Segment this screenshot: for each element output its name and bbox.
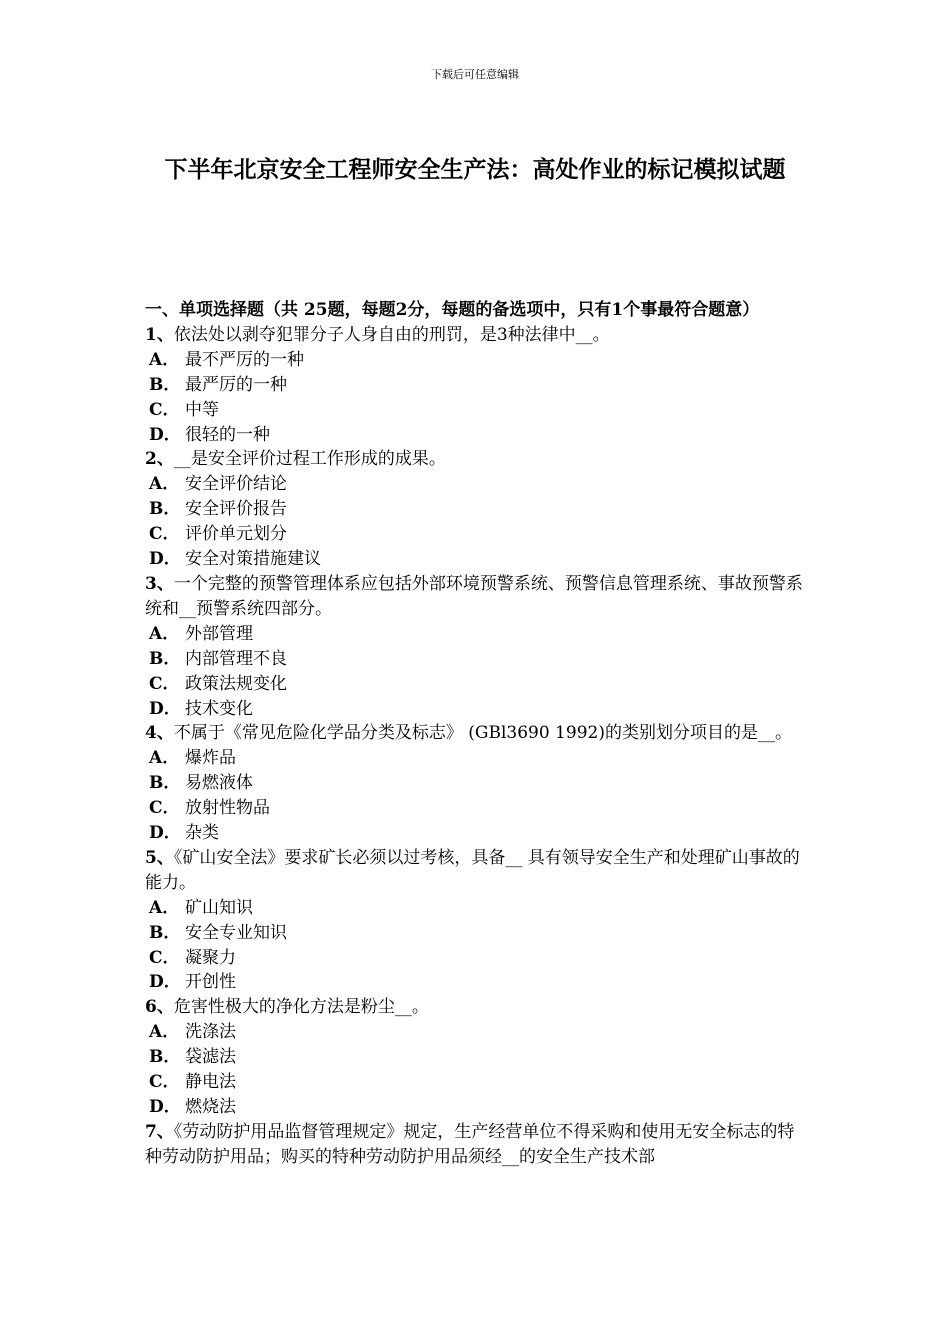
option-text: 政策法规变化 — [185, 673, 287, 694]
option-text: 凝聚力 — [185, 947, 236, 968]
question-stem — [145, 721, 810, 746]
option-text: 放射性物品 — [185, 798, 270, 819]
question-number: 3、 — [145, 573, 174, 594]
question-number: 7、 — [145, 1121, 174, 1142]
header-note: 下载后可任意编辑 — [431, 68, 519, 81]
question-text: 《矿山安全法》要求矿长必须以过考核，具备__ 具有领导安全生产和处理矿山事故的能力。 — [145, 847, 800, 893]
option-text: 矿山知识 — [185, 897, 253, 918]
option-letter: D． — [149, 1097, 181, 1117]
option-text: 中等 — [185, 399, 219, 420]
document-title: 下半年北京安全工程师安全生产法：高处作业的标记模拟试题 — [164, 157, 786, 183]
option-letter: D． — [149, 549, 181, 570]
option-letter: B． — [149, 773, 181, 794]
option-text: 外部管理 — [185, 623, 253, 644]
option-text: 易燃液体 — [185, 773, 253, 794]
question-text: 《劳动防护用品监督管理规定》规定，生产经营单位不得采购和使用无安全标志的特种劳动防护用品；购买的特种劳动防护用品须经__的安全生产技术部 — [145, 1121, 795, 1167]
question-number: 4、 — [145, 723, 174, 744]
option-text: 开创性 — [185, 972, 236, 993]
questions-container — [145, 323, 810, 1170]
question-text: 依法处以剥夺犯罪分子人身自由的刑罚，是3种法律中__。 — [173, 324, 610, 345]
answer-option — [145, 423, 810, 448]
answer-option — [145, 497, 810, 522]
option-letter: A． — [149, 1022, 180, 1043]
option-text: 杂类 — [185, 823, 219, 844]
option-letter: A． — [149, 623, 180, 644]
answer-option — [145, 946, 810, 971]
option-letter: B． — [149, 374, 181, 395]
answer-option — [145, 672, 810, 697]
answer-option — [145, 472, 810, 497]
option-letter: D． — [149, 972, 181, 993]
option-text: 袋滤法 — [185, 1047, 236, 1068]
answer-option — [145, 1095, 810, 1120]
question-text: __是安全评价过程工作形成的成果。 — [173, 449, 446, 470]
question-text: 一个完整的预警管理体系应包括外部环境预警系统、预警信息管理系统、事故预警系统和__预警系统四部分。 — [145, 573, 803, 619]
option-text: 最严厉的一种 — [185, 374, 287, 395]
answer-option — [145, 796, 810, 821]
question-list — [145, 298, 810, 1170]
option-letter: A． — [149, 748, 180, 769]
question-stem — [145, 1120, 810, 1170]
answer-option — [145, 1070, 810, 1095]
answer-option — [145, 821, 810, 846]
answer-option — [145, 622, 810, 647]
answer-option — [145, 771, 810, 796]
question-number: 6、 — [145, 997, 174, 1018]
question-number: 1、 — [145, 324, 174, 345]
option-letter: B． — [149, 499, 181, 520]
answer-option — [145, 746, 810, 771]
answer-option — [145, 1020, 810, 1045]
option-text: 安全评价结论 — [185, 474, 287, 495]
answer-option — [145, 1045, 810, 1070]
answer-option — [145, 647, 810, 672]
question-text: 危害性极大的净化方法是粉尘__。 — [173, 997, 429, 1018]
option-letter: C． — [149, 798, 180, 819]
option-letter: B． — [149, 1047, 181, 1068]
option-letter: C． — [149, 1072, 180, 1093]
answer-option — [145, 921, 810, 946]
option-letter: D． — [149, 698, 181, 719]
option-letter: A． — [149, 474, 180, 495]
option-text: 安全评价报告 — [185, 499, 287, 520]
option-text: 静电法 — [185, 1072, 236, 1093]
option-text: 很轻的一种 — [185, 424, 270, 445]
answer-option — [145, 547, 810, 572]
question-stem — [145, 447, 810, 472]
answer-option — [145, 522, 810, 547]
question-number: 2、 — [145, 449, 174, 470]
answer-option — [145, 348, 810, 373]
option-letter: B． — [149, 922, 181, 943]
option-text: 内部管理不良 — [185, 648, 287, 669]
answer-option — [145, 970, 810, 995]
question-stem — [145, 572, 810, 622]
answer-option — [145, 373, 810, 398]
option-text: 最不严厉的一种 — [185, 349, 304, 370]
option-letter: C． — [149, 399, 180, 420]
question-stem — [145, 995, 810, 1020]
question-stem — [145, 846, 810, 896]
option-text: 安全对策措施建议 — [185, 549, 321, 570]
question-text: 不属于《常见危险化学品分类及标志》 (GBl3690 1992)的类别划分项目的是__。 — [173, 723, 792, 744]
option-letter: A． — [149, 349, 180, 370]
option-text: 安全专业知识 — [185, 922, 287, 943]
option-text: 洗涤法 — [185, 1022, 236, 1043]
option-letter: D． — [149, 424, 181, 445]
option-letter: A． — [149, 897, 180, 918]
option-letter: D． — [149, 823, 181, 844]
answer-option — [145, 398, 810, 423]
answer-option — [145, 697, 810, 722]
section-heading: 一、单项选择题（共 25题，每题2分，每题的备选项中，只有1个事最符合题意） — [145, 300, 760, 320]
option-text: 技术变化 — [185, 698, 253, 719]
option-text: 爆炸品 — [185, 748, 236, 769]
question-stem — [145, 323, 810, 348]
option-letter: C． — [149, 524, 180, 545]
option-letter: B． — [149, 648, 181, 669]
option-letter: C． — [149, 947, 180, 968]
answer-option — [145, 896, 810, 921]
option-letter: C． — [149, 673, 180, 694]
question-number: 5、 — [145, 847, 174, 868]
option-text: 燃烧法 — [185, 1097, 236, 1117]
option-text: 评价单元划分 — [185, 524, 287, 545]
